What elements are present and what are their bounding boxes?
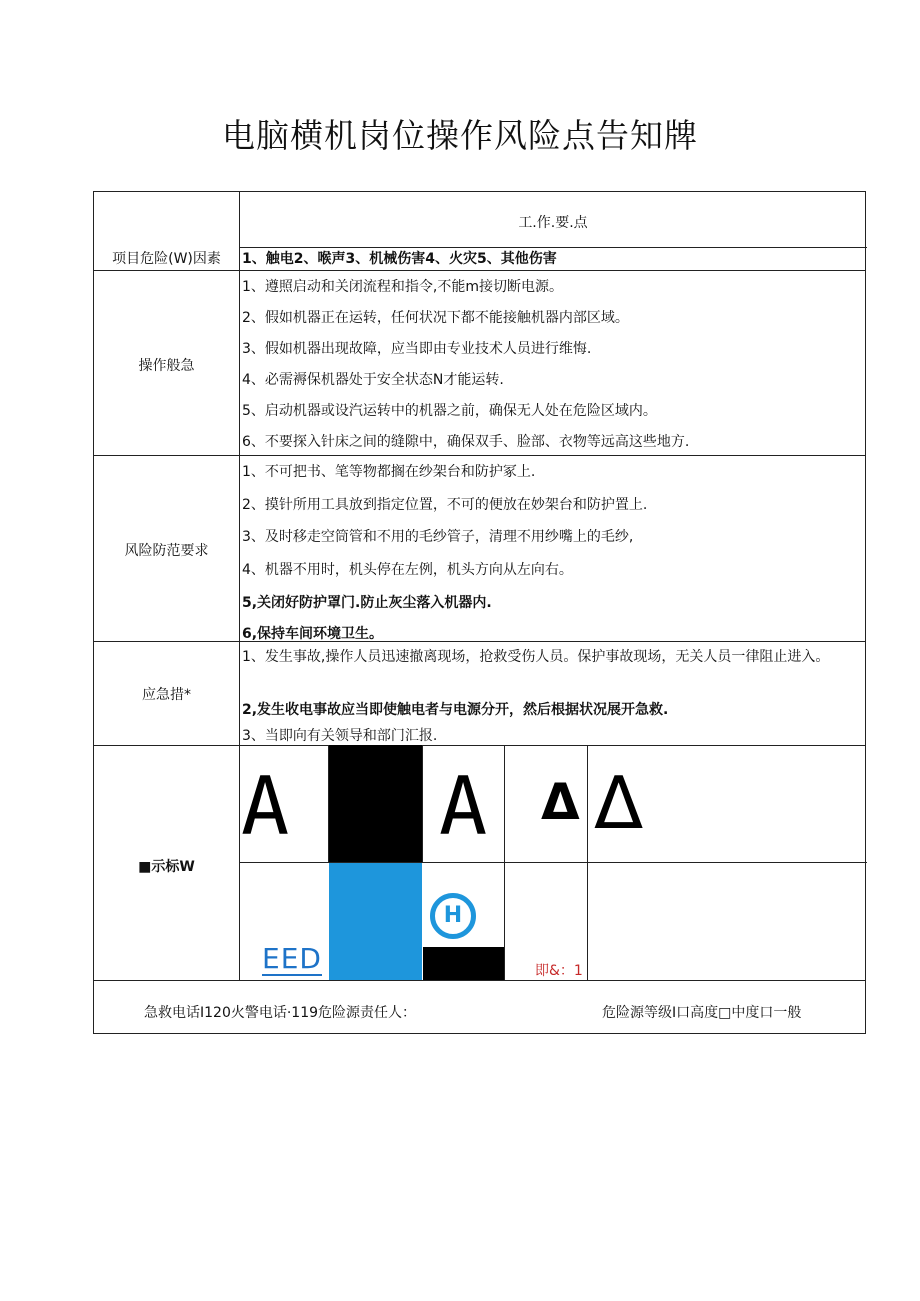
operation-item: 4、必需褥保机器处于安全状态N才能运转. <box>242 372 504 388</box>
ring-letter: H <box>443 903 463 928</box>
emergency-item: 2,发生收电事故应当即使触电者与电源分开，然后根据状况展开急救. <box>242 702 669 718</box>
emergency-item: 3、当即向有关领导和部门汇报. <box>242 728 438 744</box>
prevention-rule <box>94 641 865 642</box>
emergency-rule <box>94 745 865 746</box>
prevention-item: 3、及时移走空筒管和不用的毛纱管子，清理不用纱嘴上的毛纱, <box>242 529 634 545</box>
prevention-item: 5,关闭好防护罩门.防止灰尘落入机器内. <box>242 595 492 611</box>
prevention-label: 风险防范要求 <box>124 543 209 559</box>
black-sign-bar <box>423 947 504 980</box>
operation-item: 3、假如机器出现故障，应当即由专业技术人员进行维悔. <box>242 341 592 357</box>
operation-item: 1、遵照启动和关闭流程和指令,不能m接切断电源。 <box>242 279 563 295</box>
operation-item: 6、不要探入针床之间的缝隙中，确保双手、脸部、衣物等远高这些地方. <box>242 434 690 450</box>
warning-triangle-icon: Δ <box>594 761 644 845</box>
eed-sign-icon: EED <box>262 942 322 975</box>
warning-a-icon: A <box>241 760 290 853</box>
prevention-item: 6,保持车间环境卫生。 <box>242 626 384 642</box>
hazard-level-line: 危险源等级I口高度□中度口一般 <box>602 1005 802 1021</box>
sign-divider <box>504 745 505 980</box>
operation-item: 2、假如机器正在运转，任何状况下都不能接触机器内部区域。 <box>242 310 629 326</box>
prevention-item: 2、摸针所用工具放到指定位置，不可的便放在妙架台和防护置上. <box>242 497 648 513</box>
emergency-item: 1、发生事故,操作人员迅速撤离现场，抢救受伤人员。保护事故现场，无关人员一律阻止进入。 <box>242 649 830 665</box>
key-points-header: 工.作.要.点 <box>518 215 588 231</box>
sign-divider <box>422 745 423 862</box>
red-sign-text: 即&：1 <box>535 963 583 979</box>
page-title: 电脑横机岗位操作风险点告知牌 <box>222 116 698 155</box>
warning-a-icon: A <box>439 760 488 853</box>
warning-triangle-icon: Δ <box>541 773 580 831</box>
prevention-item: 1、不可把书、笔等物都搁在纱架台和防护冢上. <box>242 464 536 480</box>
blue-sign-panel <box>329 863 422 980</box>
emergency-phone-line: 急救电话I120火警电话·119危险源责任人： <box>144 1005 417 1021</box>
notice-table <box>93 191 866 1034</box>
risk-text: 1、触电2、喉声3、机械伤害4、火灾5、其他伤害 <box>242 251 557 267</box>
prevention-item: 4、机器不用时，机头停在左例，机头方向从左向右。 <box>242 562 573 578</box>
operation-item: 5、启动机器或设汽运转中的机器之前，确保无人处在危险区域内。 <box>242 403 657 419</box>
prohibition-ring-icon <box>430 893 476 939</box>
sign-divider <box>587 745 588 980</box>
risk-rule <box>94 270 865 271</box>
operation-label: 操作般急 <box>138 358 195 374</box>
emergency-label: 应急措* <box>142 687 191 703</box>
signs-label: ■示标W <box>138 859 195 875</box>
operation-rule <box>94 455 865 456</box>
signs-rule <box>94 980 865 981</box>
risk-label: 项目危险(W)因素 <box>112 251 221 267</box>
black-sign-panel <box>329 745 422 862</box>
